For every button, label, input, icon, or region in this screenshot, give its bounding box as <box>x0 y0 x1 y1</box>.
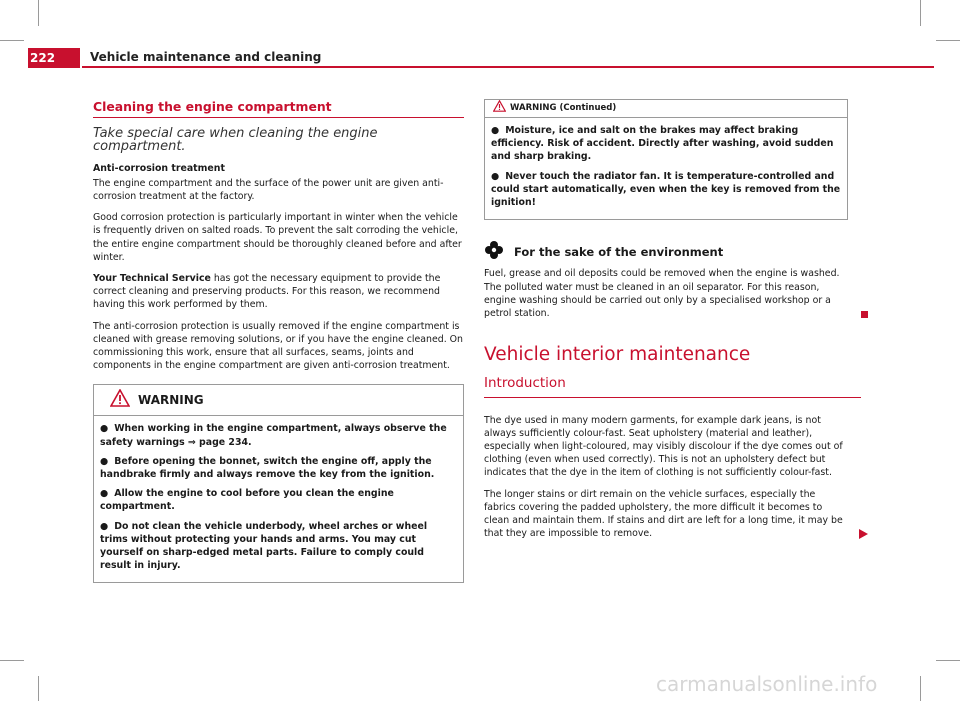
bullet-icon: ● <box>100 488 109 500</box>
bullet-icon: ● <box>100 520 109 532</box>
watermark: carmanualsonline.info <box>656 672 878 696</box>
warning-title: WARNING (Continued) <box>510 102 617 113</box>
bullet-icon: ● <box>491 125 500 136</box>
warning-header <box>94 385 463 416</box>
warning-item <box>491 124 841 164</box>
warning-item <box>491 170 841 210</box>
paragraph: Good corrosion protection is particularly important in winter when the vehicle is frequently driven on salted roads. To prevent the salt corroding the vehicle, the entire engine compartment should be thoroughly cleaned before and after winter. <box>93 212 462 263</box>
warning-continued-box <box>484 99 848 220</box>
crop-mark <box>936 660 960 661</box>
chapter-title: Vehicle interior maintenance <box>484 344 751 366</box>
environment-heading <box>484 240 848 264</box>
warning-body <box>485 118 847 219</box>
end-of-section-icon <box>861 311 868 318</box>
warning-item <box>100 455 457 481</box>
technical-service-term: Your Technical Service <box>93 273 211 285</box>
lead-text: Take special care when cleaning the engine compartment. <box>93 126 378 155</box>
section-title: Introduction <box>484 377 861 397</box>
bullet-icon: ● <box>100 455 109 467</box>
left-column <box>93 100 464 583</box>
warning-item <box>100 487 457 513</box>
crop-mark <box>0 40 24 41</box>
warning-item-text: Before opening the bonnet, switch the engine off, apply the handbrake firmly and always remove the key from the ignition. <box>100 455 435 481</box>
paragraph <box>93 272 464 312</box>
paragraph-text: The longer stains or dirt remain on the vehicle surfaces, especially the fabrics covering the padded upholstery, the more difficult it becomes to clean and maintain them. If stains and dirt are left for a long time, it may be that they are impossible to remove. <box>484 488 843 540</box>
crop-mark <box>920 0 921 26</box>
warning-box <box>93 384 464 583</box>
paragraph: The engine compartment and the surface of the power unit are given anti-corrosion treatment at the factory. <box>93 177 444 203</box>
continue-arrow-icon <box>859 529 868 539</box>
warning-triangle-icon <box>110 389 130 411</box>
paragraph: The anti-corrosion protection is usually removed if the engine compartment is cleaned with grease removing solutions, or if you have the engine cleaned. On commissioning this work, ensure that all surfaces, seams, joints and components in the engine compartment are given anti-corrosion treatment. <box>93 320 463 372</box>
paragraph: The dye used in many modern garments, for example dark jeans, is not always sufficiently colour-fast. Seat upholstery (material and leather), especially when light-coloured, may visibly discolour if the dye comes out of clothing (even when used correctly). This is not an upholstery defect but indicates that the dye in the item of clothing is not sufficiently colour-fast. <box>484 414 843 479</box>
warning-item-text: Allow the engine to cool before you clean the engine compartment. <box>100 488 394 513</box>
header-rule <box>82 66 934 68</box>
warning-item-text: Moisture, ice and salt on the brakes may affect braking efficiency. Risk of accident. Directly after washing, avoid sudden and sharp braking. <box>491 125 834 163</box>
right-column <box>484 99 848 548</box>
bullet-icon: ● <box>100 423 109 435</box>
warning-item-text: When working in the engine compartment, always observe the safety warnings ⇒ page 234. <box>100 423 447 448</box>
crop-mark <box>936 40 960 41</box>
warning-item-text: Never touch the radiator fan. It is temperature-controlled and could start automatically, even when the key is removed from the ignition! <box>491 170 841 209</box>
running-title: Vehicle maintenance and cleaning <box>90 50 322 64</box>
crop-mark <box>0 660 24 661</box>
flower-icon <box>484 240 504 264</box>
crop-mark <box>38 0 39 26</box>
subheading: Anti-corrosion treatment <box>93 162 225 174</box>
section-title: Cleaning the engine compartment <box>93 100 464 118</box>
environment-text-content: Fuel, grease and oil deposits could be removed when the engine is washed. The polluted water must be cleaned in an oil separator. For this reason, engine washing should be carried out only by a specialised workshop or a petrol station. <box>484 268 840 320</box>
bullet-icon: ● <box>491 170 500 182</box>
warning-item <box>100 520 457 573</box>
environment-text <box>484 267 848 320</box>
crop-mark <box>920 676 921 701</box>
environment-title: For the sake of the environment <box>514 244 724 259</box>
crop-mark <box>38 676 39 701</box>
warning-body <box>94 416 463 582</box>
warning-title: WARNING <box>138 392 204 407</box>
page-number: 222 <box>28 48 80 68</box>
warning-header <box>485 100 847 118</box>
warning-item-text: Do not clean the vehicle underbody, wheel arches or wheel trims without protecting your hands and arms. You may cut yourself on sharp-edged metal parts. Failure to comply could result in injury. <box>100 520 428 572</box>
paragraph-text: has got the necessary equipment to provide the correct cleaning and preserving products. For this reason, we recommend having this work performed by them. <box>93 273 441 311</box>
warning-triangle-icon <box>493 100 506 116</box>
warning-item <box>100 422 457 448</box>
paragraph <box>484 488 848 541</box>
